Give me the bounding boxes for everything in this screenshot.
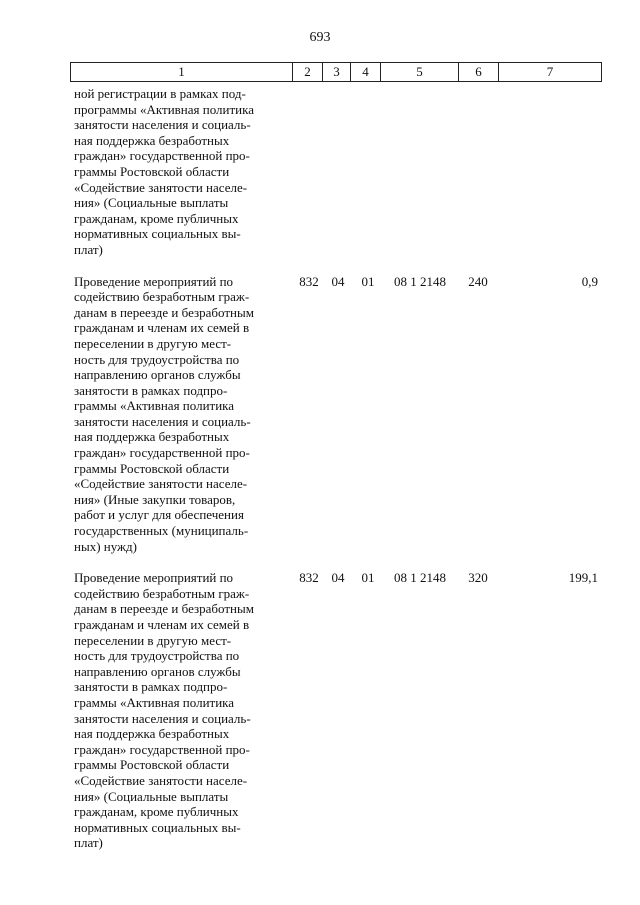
column-header-2: 2 — [293, 63, 323, 81]
description-line: граммы Ростовской области — [74, 757, 230, 773]
column-header-5: 5 — [381, 63, 459, 81]
row-description — [74, 570, 284, 851]
column-header-7: 7 — [546, 64, 554, 79]
column-header-6: 6 — [459, 63, 499, 81]
description-line: граждан» государственной про- — [74, 148, 250, 164]
description-line: граммы Ростовской области — [74, 163, 230, 179]
table-header — [70, 62, 602, 82]
description-line: ная поддержка безработных — [74, 132, 230, 148]
description-line: «Содействие занятости населе- — [74, 476, 248, 492]
description-line: переселении в другую мест- — [74, 335, 232, 351]
description-line: данам в переезде и безработным — [74, 601, 254, 617]
description-line: плат) — [74, 241, 103, 257]
description-line: гражданам и членам их семей в — [74, 320, 250, 336]
description-line: ность для трудоустройства по — [74, 351, 240, 367]
description-line: гражданам, кроме публичных — [74, 210, 239, 226]
code-target-article: 08 1 2148 — [394, 273, 446, 289]
table-row — [74, 86, 604, 258]
table-body — [74, 86, 604, 867]
description-line: гражданам, кроме публичных — [74, 804, 239, 820]
description-line: ния» (Социальные выплаты — [74, 788, 229, 804]
description-line: занятости населения и социаль- — [74, 117, 251, 133]
column-header-3: 3 — [323, 63, 351, 81]
description-line: нормативных социальных вы- — [74, 226, 241, 242]
description-line: программы «Активная политика — [74, 101, 255, 117]
description-line: нормативных социальных вы- — [74, 819, 241, 835]
description-line: направлению органов службы — [74, 367, 241, 383]
description-line: содействию безработным граж- — [74, 585, 250, 601]
description-line: ния» (Иные закупки товаров, — [74, 491, 236, 507]
description-line: граждан» государственной про- — [74, 445, 250, 461]
description-line: занятости в рамках подпро- — [74, 382, 228, 398]
description-line: граммы «Активная политика — [74, 398, 235, 414]
code-expense-type: 240 — [468, 273, 488, 289]
row-amount: 0,9 — [581, 273, 598, 289]
description-line: граммы «Активная политика — [74, 694, 235, 710]
description-line: Проведение мероприятий по — [74, 570, 234, 586]
code-subsection: 01 — [361, 273, 375, 289]
code-subsection: 01 — [361, 570, 375, 586]
description-line: ность для трудоустройства по — [74, 648, 240, 664]
table-row — [74, 570, 604, 851]
description-line: содействию безработным граж- — [74, 289, 250, 305]
description-line: занятости населения и социаль- — [74, 710, 251, 726]
description-line: «Содействие занятости населе- — [74, 772, 248, 788]
description-line: переселении в другую мест- — [74, 632, 232, 648]
description-line: работ и услуг для обеспечения — [74, 507, 244, 523]
description-line: ная поддержка безработных — [74, 429, 230, 445]
code-ministry: 832 — [299, 273, 319, 289]
description-line: ных) нужд) — [74, 538, 137, 554]
description-line: направлению органов службы — [74, 663, 241, 679]
description-line: гражданам и членам их семей в — [74, 617, 250, 632]
description-line: граммы Ростовской области — [74, 460, 230, 476]
description-line: занятости населения и социаль- — [74, 413, 251, 429]
description-line: государственных (муниципаль- — [74, 523, 249, 539]
column-header-4: 4 — [351, 63, 381, 81]
row-description — [74, 86, 284, 258]
code-section: 04 — [331, 273, 345, 289]
description-line: плат) — [74, 835, 103, 851]
description-line: «Содействие занятости населе- — [74, 179, 248, 195]
code-target-article: 08 1 2148 — [394, 570, 446, 586]
description-line: занятости в рамках подпро- — [74, 679, 228, 695]
page-number: 693 — [309, 30, 331, 45]
description-line: Проведение мероприятий по — [74, 273, 234, 289]
code-section: 04 — [331, 570, 345, 586]
row-amount: 199,1 — [568, 570, 598, 586]
table-row — [74, 274, 604, 555]
description-line: ная поддержка безработных — [74, 726, 230, 742]
column-header-1: 1 — [71, 63, 293, 81]
code-ministry: 832 — [299, 570, 319, 586]
description-line: ния» (Социальные выплаты — [74, 195, 229, 211]
description-line: граждан» государственной про- — [74, 741, 250, 757]
description-line: данам в переезде и безработным — [74, 304, 254, 320]
description-line: ной регистрации в рамках под- — [74, 86, 246, 101]
code-expense-type: 320 — [468, 570, 488, 586]
row-description — [74, 274, 284, 555]
